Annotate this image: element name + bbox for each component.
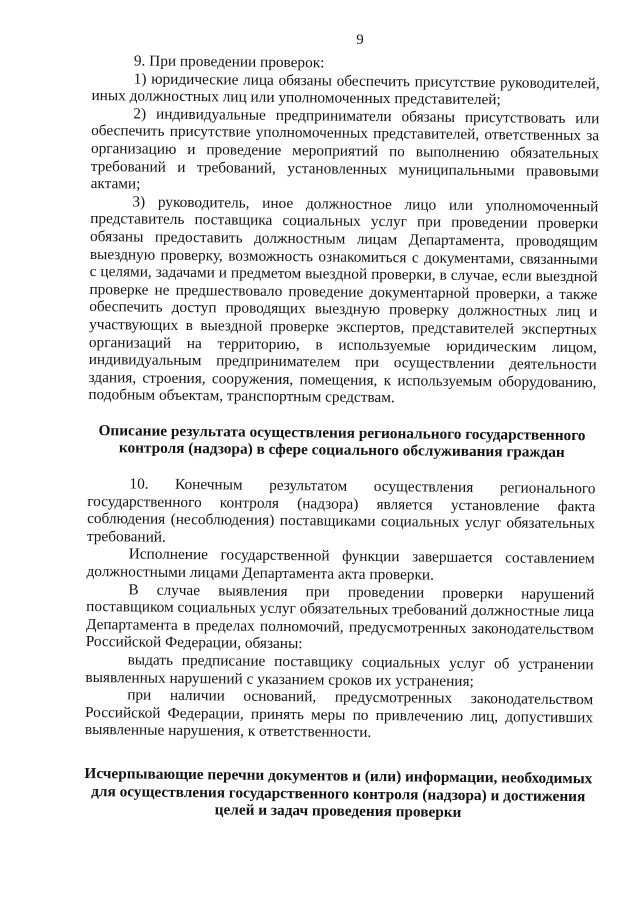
paragraph-subitem-3: 3) руководитель, иное должностное лицо или уполномоченный представитель поставщика социальных услуг при проведении проверки обязаны предоставить должностным лицам Департамента, проводящим выездную проверку, возможность ознакомиться с документами, связанными с целями, задачами и предметом выездной проверки, в случае, если выездной проверке не предшествовало проведение документарной проверки, а также обеспечить доступ проводящих выездную проверку должностных лиц и участвующих в выездной проверке экспертов, представителей экспертных организаций на территорию, в используемые юридическим лицом, индивидуальным предпринимателем при осуществлении деятельности здания, строения, сооружения, помещения, к используемым оборудованию, подобным объектам, транспортным средствам. — [88, 193, 599, 407]
paragraph-completion: Исполнение государственной функции завершается составлением должностными лицами Департамента акта проверки. — [86, 545, 595, 584]
document-body — [84, 52, 600, 841]
paragraph-violations: В случае выявления при проведении проверки нарушений поставщиком социальных услуг обязательных требований должностные лица Департамента в пределах полномочий, предусмотренных законодательством Российской Федерации, обязаны: — [85, 581, 595, 653]
paragraph-item-9: 9. При проведении проверок: — [133, 52, 325, 72]
section-heading-documents: Исчерпывающие перечни документов и (или) информации, необходимых для осуществления государственного контроля (надзора) и достижения целей и задач проведения проверки — [84, 764, 593, 822]
page-number: 9 — [356, 32, 364, 48]
paragraph-subitem-2: 2) индивидуальные предприниматели обязаны присутствовать или обеспечить присутствие уполномоченных представителей, ответственных за организацию и проведение мероприятий по выполнению обязательных требований и требований, установленных муниципальными правовыми актами; — [90, 105, 600, 193]
paragraph-subitem-1: 1) юридические лица обязаны обеспечить присутствие руководителей, иных должностных лиц или уполномоченных представителей; — [91, 70, 600, 109]
paragraph-order: выдать предписание поставщику социальных услуг об устранении выявленных нарушений с указанием сроков их устранения; — [85, 651, 594, 690]
section-heading-result: Описание результата осуществления регионального государственного контроля (надзора) в сфере социального обслуживания граждан — [98, 421, 586, 462]
paragraph-item-10: 10. Конечным результатом осуществления регионального государственного контроля (надзора) является установление факта соблюдения (несоблюдения) поставщиками социальных услуг обязательных требований. — [86, 475, 596, 546]
paragraph-liability: при наличии оснований, предусмотренных законодательством Российской Федерации, принять меры по привлечению лиц, допустивших выявленные нарушения, к ответственности. — [84, 686, 594, 742]
